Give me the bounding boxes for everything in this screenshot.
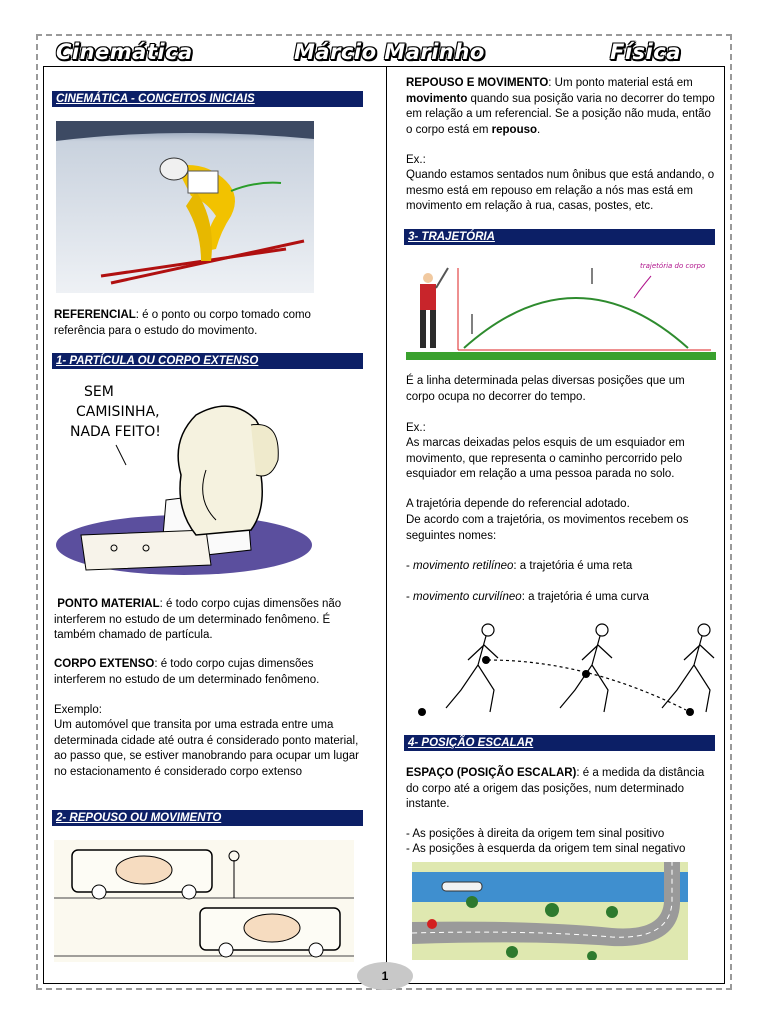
road-river-illustration [412, 862, 688, 960]
cartoon-line-1: SEM [84, 384, 114, 400]
cartoon-line-2: CAMISINHA, [76, 404, 160, 420]
elephant-cartoon [56, 380, 312, 576]
movimento-retilineo: - movimento retilíneo: a trajetória é uma reta [406, 560, 633, 572]
exemplo-paragraph: Um automóvel que transita por uma estrada entre uma determinada cidade até outra é considerado ponto material, ao passo que, se estiver manobrando para ocupar um lugar no estacionamento é considerado corpo extenso [54, 719, 359, 778]
corpo-extenso-paragraph: CORPO EXTENSO: é todo corpo cujas dimensões interferem no estudo de um determinado fenômeno. [54, 658, 320, 686]
golf-trajectory-illustration [406, 258, 716, 360]
page-number: 1 [357, 962, 413, 990]
repouso-movimento-paragraph: REPOUSO E MOVIMENTO: Um ponto material está em movimento quando sua posição varia no decorrer do tempo em relação a um referencial. Se a posição não muda, então o corpo está em repouso. [406, 77, 715, 136]
section-bar-posicao: 4- POSIÇÃO ESCALAR [404, 735, 715, 751]
posicao-negativa: - As posições à esquerda da origem tem sinal negativo [406, 843, 686, 855]
referencial-note: A trajetória depende do referencial adotado. [406, 498, 630, 510]
section-bar-conceitos: CINEMÁTICA - CONCEITOS INICIAIS [52, 91, 363, 107]
trajetoria-definition: É a linha determinada pelas diversas posições que um corpo ocupa no decorrer do tempo. [406, 375, 685, 403]
ex2-paragraph: As marcas deixadas pelos esquis de um esquiador em movimento, que representa o caminho percorrido pelo esquiador em relação a uma pessoa parada no solo. [406, 437, 685, 480]
column-divider [386, 66, 387, 984]
bus-illustration [54, 840, 354, 962]
cartoon-line-3: NADA FEITO! [70, 424, 161, 440]
header-topic: Cinemática [56, 40, 193, 64]
movimento-curvilineo: - movimento curvilíneo: a trajetória é uma curva [406, 591, 649, 603]
running-figures-illustration [406, 620, 716, 720]
espaco-paragraph: ESPAÇO (POSIÇÃO ESCALAR): é a medida da distância do corpo até a origem das posições, num determinado instante. [406, 767, 705, 810]
header-subject: Física [610, 40, 681, 64]
posicao-positiva: - As posições à direita da origem tem sinal positivo [406, 828, 665, 840]
ex-onibus-paragraph: Quando estamos sentados num ônibus que está andando, o mesmo está em repouso em relação a nós mas está em movimento em relação à rua, casas, postes, etc. [406, 169, 715, 212]
ex-label: Ex.: [406, 154, 426, 166]
trajectory-label: trajetória do corpo [640, 262, 706, 270]
skier-photo [56, 121, 314, 293]
exemplo-label: Exemplo: [54, 704, 102, 716]
section-bar-particula: 1- PARTÍCULA OU CORPO EXTENSO [52, 353, 363, 369]
section-bar-repouso: 2- REPOUSO OU MOVIMENTO [52, 810, 363, 826]
referencial-paragraph: REFERENCIAL: é o ponto ou corpo tomado como referência para o estudo do movimento. [54, 309, 311, 337]
nomes-paragraph: De acordo com a trajetória, os movimentos recebem os seguintes nomes: [406, 514, 689, 542]
header-author: Márcio Marinho [294, 40, 485, 64]
ex2-label: Ex.: [406, 422, 426, 434]
section-bar-trajetoria: 3- TRAJETÓRIA [404, 229, 715, 245]
ponto-material-paragraph: PONTO MATERIAL: é todo corpo cujas dimensões não interferem no estudo de um determinado fenômeno. É também chamado de partícula. [54, 598, 342, 641]
